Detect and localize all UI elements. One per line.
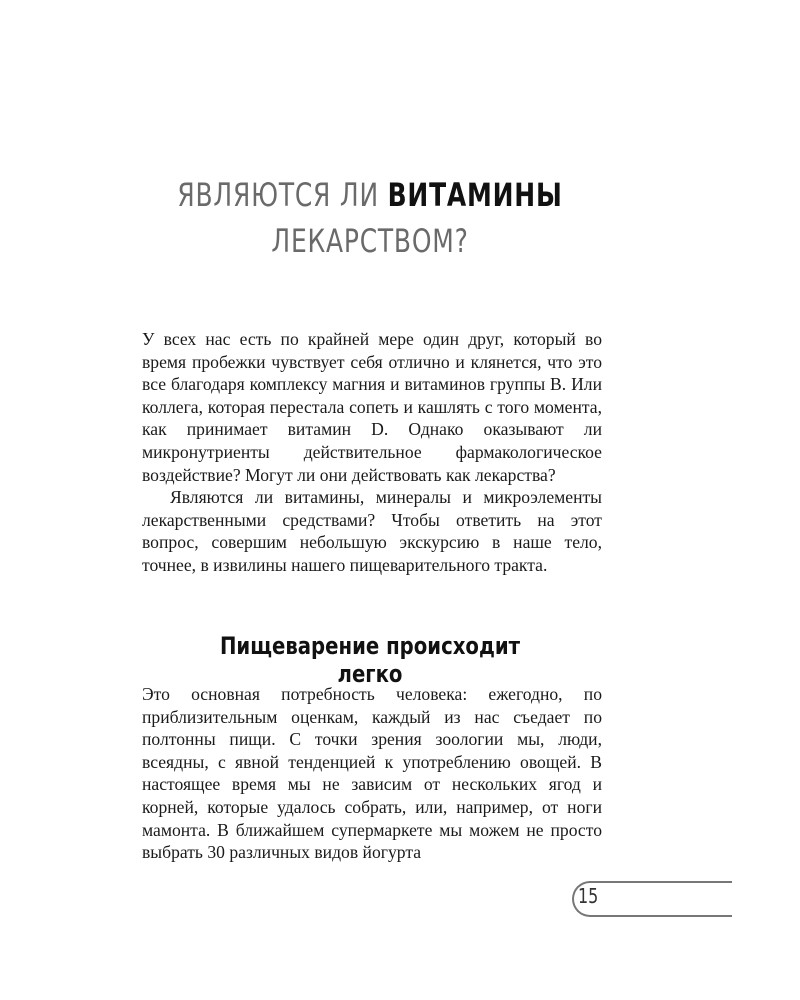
- title-line-1: [159, 172, 580, 218]
- intro-text-block: [142, 328, 602, 577]
- paragraph-3: Это основная потребность человека: ежегодно, по приблизительным оценкам, каждый из нас съедает по полтонны пищи. С точки зрения зоологии мы, люди, всеядны, с явной тенденцией к употреблению овощей. В настоящее время мы не зависим от нескольких ягод и корней, которые удалось собрать, или, например, от ноги мамонта. В ближайшем супермаркете мы можем не просто выбрать 30 различных видов йогурта: [142, 684, 602, 863]
- section-heading: Пищеварение происходит легко: [219, 632, 521, 688]
- paragraph-2: Являются ли витамины, минералы и микроэлементы лекарственными средствами? Чтобы ответить на этот вопрос, совершим небольшую экскурсию в наше тело, точнее, в извилины нашего пищеварительного тракта.: [142, 487, 602, 575]
- title-light-part: ЯВЛЯЮТСЯ ЛИ: [177, 176, 379, 214]
- page-title: [159, 172, 580, 264]
- page-number: 15: [578, 884, 599, 908]
- paragraph-1: У всех нас есть по крайней мере один друг, который во время пробежки чувствует себя отлично и клянется, что это все благодаря комплексу магния и витаминов группы B. Или коллега, которая перестала сопеть и кашлять с того момента, как принимает витамин D. Однако оказывают ли микронутриенты действительное фармакологическое воздействие? Могут ли они действовать как лекарства?: [142, 329, 602, 485]
- title-dark-part: ВИТАМИНЫ: [387, 176, 563, 214]
- section-text-block: [142, 683, 602, 864]
- title-line-2: ЛЕКАРСТВОМ?: [271, 222, 469, 260]
